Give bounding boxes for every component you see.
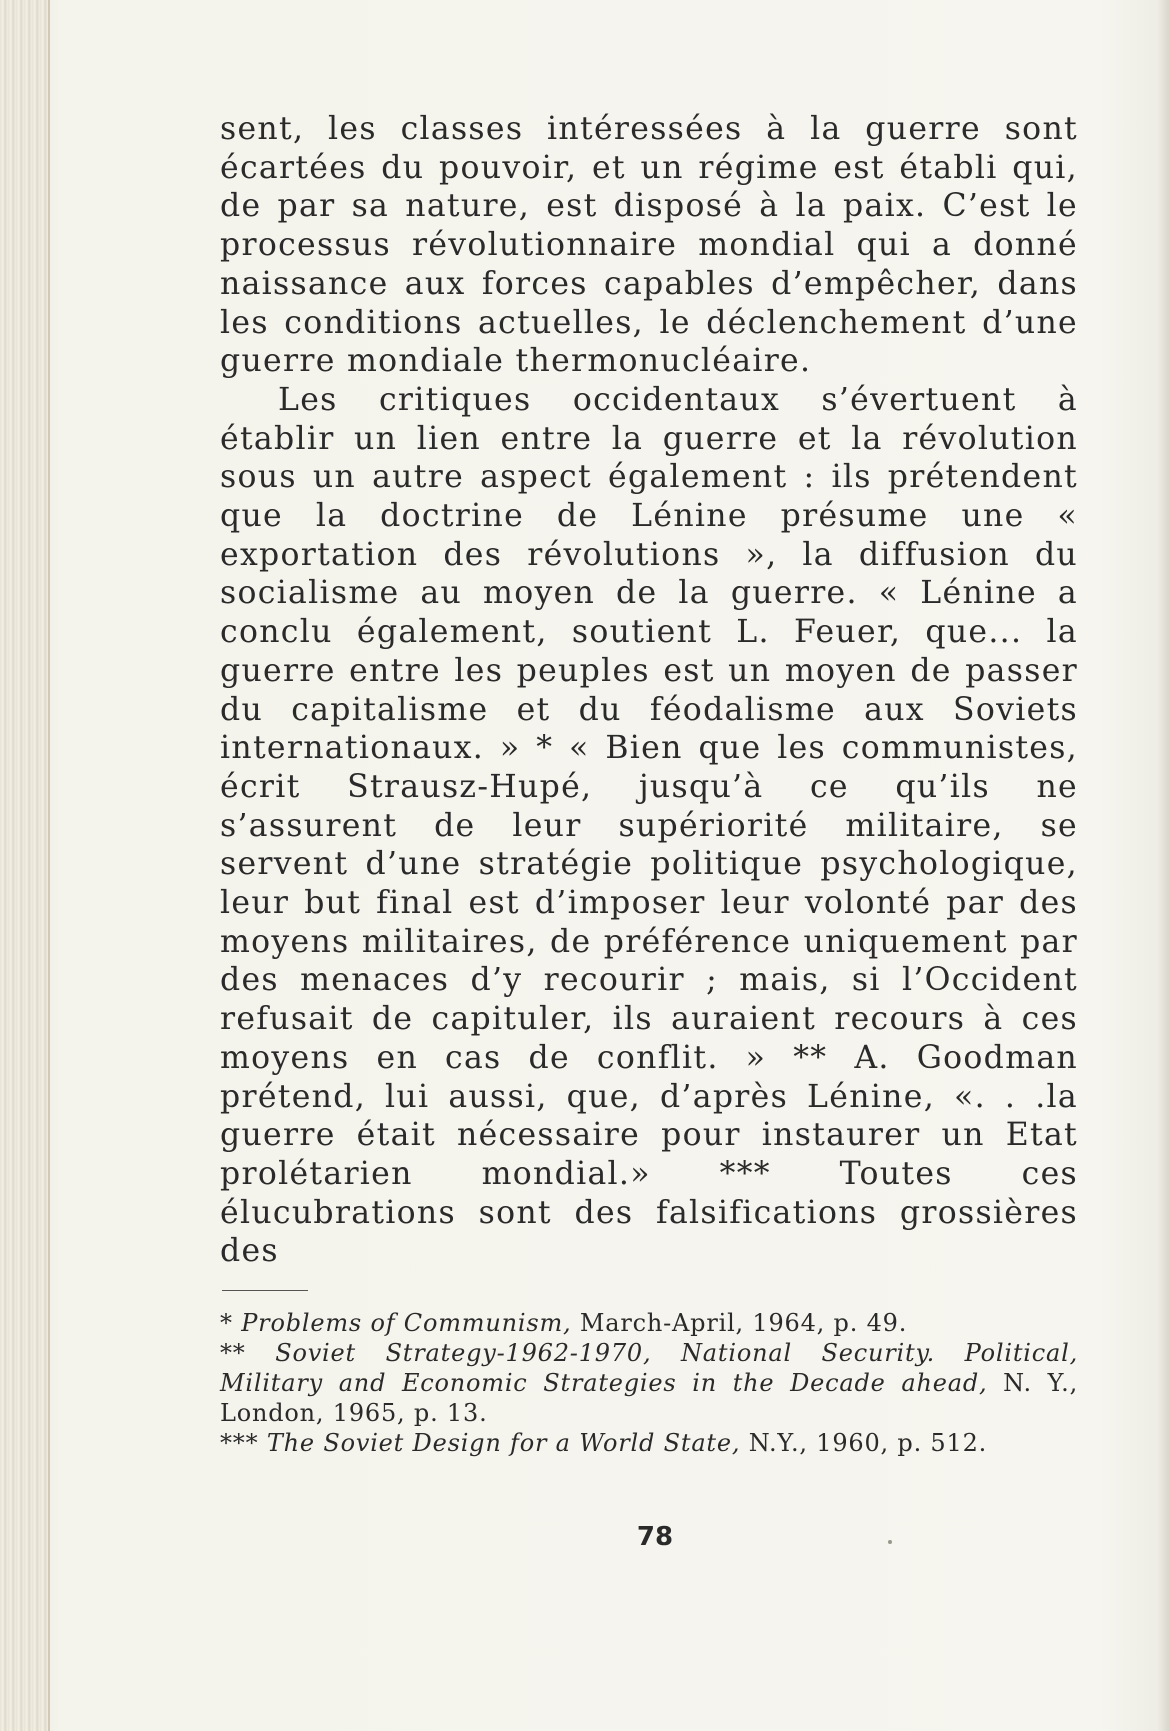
footnote [220,1338,1078,1428]
footnote-title: Soviet Strategy-1962-1970, National Security. Political, Military and Economic Strategies in the Decade ahead, [220,1339,1079,1397]
footnote-marker: * [220,1309,242,1337]
footnote-details: N. Y., London, 1965, p. 13. [220,1369,1079,1427]
binding-shadow-line [48,0,50,1731]
footnote [220,1308,1078,1338]
print-speck [888,1540,892,1544]
page-number: 78 [636,1522,674,1552]
footnote-details: N.Y., 1960, p. 512. [740,1429,988,1457]
footnote-title: The Soviet Design for a World State, [266,1429,741,1457]
footnote [220,1428,1078,1458]
body-paragraph: Les critiques occidentaux s’évertuent à établir un lien entre la guerre et la révolution sous un autre aspect également : ils prétendent que la doctrine de Lénine présume une « exportation des révolutions », la diffusion du socialisme au moyen de la guerre. « Lénine a conclu également, soutient L. Feuer, que... la guerre entre les peuples est un moyen de passer du capitalisme et du féodalisme aux Soviets internationaux. » * « Bien que les communistes, écrit Strausz-Hupé, jusqu’à ce qu’ils ne s’assurent de leur supériorité militaire, se servent d’une stratégie politique psychologique, leur but final est d’imposer leur volonté par des moyens militaires, de préférence uniquement par des menaces d’y recourir ; mais, si l’Occident refusait de capituler, ils auraient recours à ces moyens en cas de conflit. » ** A. Goodman prétend, lui aussi, que, d’après Lénine, «. . .la guerre était nécessaire pour instaurer un Etat prolétarien mondial.» *** Toutes ces élucubrations sont des falsifications grossières des [220,381,1078,1270]
footnote-marker: ** [220,1339,276,1367]
footnote-details: March-April, 1964, p. 49. [571,1309,908,1337]
body-paragraph: sent, les classes intéressées à la guerre sont écartées du pouvoir, et un régime est établi qui, de par sa nature, est disposé à la paix. C’est le processus révolutionnaire mondial qui a donné naissance aux forces capables d’empêcher, dans les conditions actuelles, le déclenchement d’une guerre mondiale thermonucléaire. [220,111,1078,380]
body-text [220,110,1078,1271]
footnote-separator [222,1290,308,1291]
page-right-edge [1156,0,1170,1731]
footnote-marker: *** [220,1429,267,1457]
book-binding-edge [0,0,48,1731]
footnotes [220,1308,1078,1458]
footnote-title: Problems of Communism, [241,1309,572,1337]
